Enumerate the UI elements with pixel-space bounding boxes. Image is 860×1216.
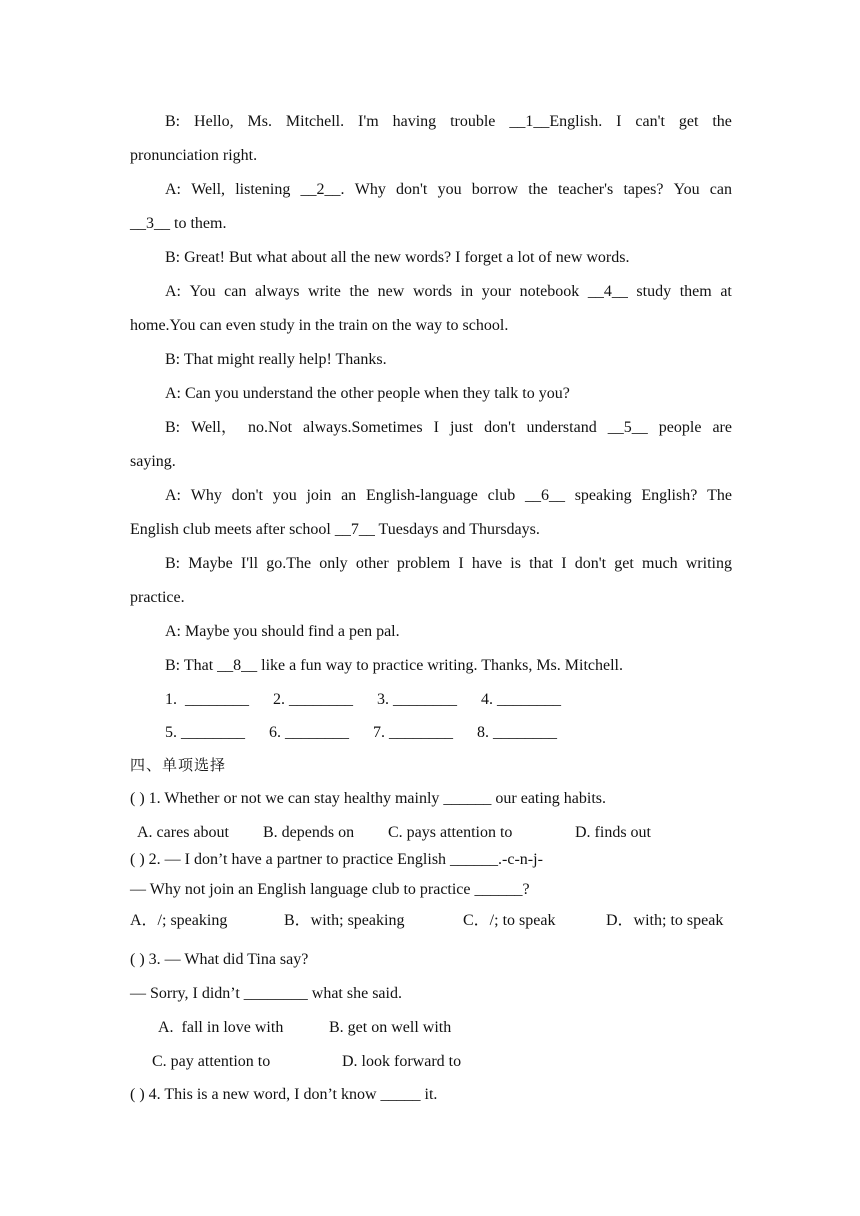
dialogue-line-17: B: That __8__ like a fun way to practice writing. Thanks, Ms. Mitchell. bbox=[165, 657, 623, 674]
answer-blanks-row-2 bbox=[0, 723, 860, 743]
q1-option-c: C. pays attention to bbox=[388, 824, 513, 841]
word: writing bbox=[685, 555, 732, 572]
word: The bbox=[707, 487, 732, 504]
word: English? bbox=[641, 487, 698, 504]
word: get bbox=[678, 113, 699, 130]
word: your bbox=[481, 283, 512, 300]
q1-option-b: B. depends on bbox=[263, 824, 355, 841]
dialogue-line-9: A: Can you understand the other people when they talk to you? bbox=[165, 385, 570, 402]
q2-option-c: C．/; to speak bbox=[463, 912, 556, 929]
word: __5__ bbox=[607, 419, 648, 436]
word: Well, bbox=[191, 181, 226, 198]
answer-blank-5: 5. ________ bbox=[165, 724, 245, 741]
answer-blank-2: 2. ________ bbox=[273, 691, 353, 708]
dialogue-line-6 bbox=[165, 282, 732, 302]
word: You bbox=[673, 181, 700, 198]
word: get bbox=[614, 555, 634, 572]
word: can bbox=[224, 283, 247, 300]
q1-option-a: A. cares about bbox=[137, 824, 229, 841]
word: always.Sometimes bbox=[303, 419, 423, 436]
word: I bbox=[616, 113, 622, 130]
section-title: 四、单项选择 bbox=[130, 756, 227, 774]
word: Mitchell. bbox=[285, 113, 345, 130]
q3-option-a: A. fall in love with bbox=[158, 1019, 284, 1036]
word: is bbox=[510, 555, 521, 572]
question-3-line-2: — Sorry, I didn’t ________ what she said. bbox=[130, 985, 402, 1002]
word: always bbox=[254, 283, 300, 300]
dialogue-line-13: English club meets after school __7__ Tuesdays and Thursdays. bbox=[130, 521, 540, 538]
word: speaking bbox=[574, 487, 632, 504]
word: Maybe bbox=[188, 555, 233, 572]
word: having bbox=[392, 113, 437, 130]
answer-blank-4: 4. ________ bbox=[481, 691, 561, 708]
word: B: bbox=[165, 113, 181, 130]
word: A: bbox=[165, 181, 181, 198]
word: them bbox=[679, 283, 712, 300]
word: the bbox=[712, 113, 732, 130]
dialogue-line-2: pronunciation right. bbox=[130, 147, 258, 164]
word: Ms. bbox=[247, 113, 272, 130]
word: tapes? bbox=[623, 181, 664, 198]
word: new bbox=[377, 283, 405, 300]
dialogue-line-11: saying. bbox=[130, 453, 176, 470]
word: people bbox=[658, 419, 702, 436]
word: I'm bbox=[358, 113, 379, 130]
question-1-stem: ( ) 1. Whether or not we can stay healthy mainly ______ our eating habits. bbox=[130, 790, 607, 807]
word: __4__ bbox=[587, 283, 628, 300]
word: I bbox=[458, 555, 464, 572]
word: you bbox=[272, 487, 297, 504]
question-3-options-row-2 bbox=[0, 1052, 860, 1072]
question-3-options-row-1 bbox=[0, 1018, 860, 1038]
answer-blank-6: 6. ________ bbox=[269, 724, 349, 741]
word: trouble bbox=[450, 113, 496, 130]
word: __6__ bbox=[524, 487, 565, 504]
word: just bbox=[449, 419, 474, 436]
question-2-options bbox=[0, 911, 860, 931]
word: study bbox=[636, 283, 672, 300]
dialogue-line-8: B: That might really help! Thanks. bbox=[165, 351, 387, 368]
word: can bbox=[709, 181, 732, 198]
word: A: bbox=[165, 283, 181, 300]
word: borrow bbox=[471, 181, 518, 198]
word: are bbox=[712, 419, 732, 436]
word: You bbox=[189, 283, 216, 300]
word: __2__. bbox=[300, 181, 345, 198]
word: problem bbox=[396, 555, 451, 572]
dialogue-line-16: A: Maybe you should find a pen pal. bbox=[165, 623, 400, 640]
word: don't bbox=[574, 555, 607, 572]
dialogue-line-1 bbox=[165, 112, 732, 132]
q2-option-a: A．/; speaking bbox=[130, 912, 228, 929]
question-2-stem: ( ) 2. — I don’t have a partner to practice English ______.-c-n-j- bbox=[130, 851, 543, 868]
word: join bbox=[306, 487, 332, 504]
dialogue-line-14 bbox=[165, 554, 732, 574]
word: the bbox=[528, 181, 548, 198]
word: notebook bbox=[519, 283, 580, 300]
q1-option-d: D. finds out bbox=[575, 824, 651, 841]
q3-option-d: D. look forward to bbox=[342, 1053, 462, 1070]
word: Why bbox=[354, 181, 386, 198]
word: don't bbox=[231, 487, 263, 504]
dialogue-line-3 bbox=[165, 180, 732, 200]
word: don't bbox=[484, 419, 516, 436]
word: teacher's bbox=[557, 181, 614, 198]
word: B: bbox=[165, 555, 181, 572]
dialogue-line-7: home.You can even study in the train on the way to school. bbox=[130, 317, 509, 334]
word: only bbox=[319, 555, 348, 572]
word: the bbox=[349, 283, 370, 300]
word: write bbox=[308, 283, 341, 300]
word: I bbox=[561, 555, 567, 572]
q2-option-d: D．with; to speak bbox=[606, 912, 724, 929]
word: no.Not bbox=[248, 419, 293, 436]
q2-option-b: B．with; speaking bbox=[284, 912, 405, 929]
word: can't bbox=[635, 113, 665, 130]
word: Hello, bbox=[194, 113, 234, 130]
word: Why bbox=[190, 487, 222, 504]
word: you bbox=[437, 181, 462, 198]
question-2-line-2: — Why not join an English language club to practice ______? bbox=[130, 881, 530, 898]
dialogue-line-12 bbox=[165, 486, 732, 506]
word: listening bbox=[235, 181, 291, 198]
word: A: bbox=[165, 487, 181, 504]
word: __1__English. bbox=[509, 113, 603, 130]
dialogue-line-4: __3__ to them. bbox=[130, 215, 227, 232]
word: I'll bbox=[240, 555, 259, 572]
word: other bbox=[355, 555, 389, 572]
dialogue-line-15: practice. bbox=[130, 589, 185, 606]
answer-blanks-row-1 bbox=[0, 690, 860, 710]
word: B: bbox=[165, 419, 181, 436]
dialogue-line-10 bbox=[165, 418, 732, 438]
answer-blank-7: 7. ________ bbox=[373, 724, 453, 741]
word: club bbox=[487, 487, 516, 504]
dialogue-line-5: B: Great! But what about all the new words? I forget a lot of new words. bbox=[165, 249, 630, 266]
word: at bbox=[720, 283, 732, 300]
word: much bbox=[642, 555, 678, 572]
word: go.The bbox=[266, 555, 312, 572]
answer-blank-1: 1. ________ bbox=[165, 691, 249, 708]
word: English-language bbox=[365, 487, 478, 504]
word: words bbox=[412, 283, 453, 300]
answer-blank-3: 3. ________ bbox=[377, 691, 457, 708]
word: in bbox=[460, 283, 474, 300]
word: don't bbox=[396, 181, 428, 198]
answer-blank-8: 8. ________ bbox=[477, 724, 557, 741]
question-1-options bbox=[0, 823, 860, 843]
word: that bbox=[529, 555, 554, 572]
word: Well， bbox=[191, 419, 237, 436]
word: understand bbox=[526, 419, 597, 436]
question-3-stem: ( ) 3. — What did Tina say? bbox=[130, 951, 309, 968]
q3-option-b: B. get on well with bbox=[329, 1019, 452, 1036]
word: I bbox=[433, 419, 439, 436]
q3-option-c: C. pay attention to bbox=[152, 1053, 271, 1070]
word: an bbox=[341, 487, 357, 504]
question-4-stem: ( ) 4. This is a new word, I don’t know _____ it. bbox=[130, 1086, 438, 1103]
word: have bbox=[471, 555, 503, 572]
